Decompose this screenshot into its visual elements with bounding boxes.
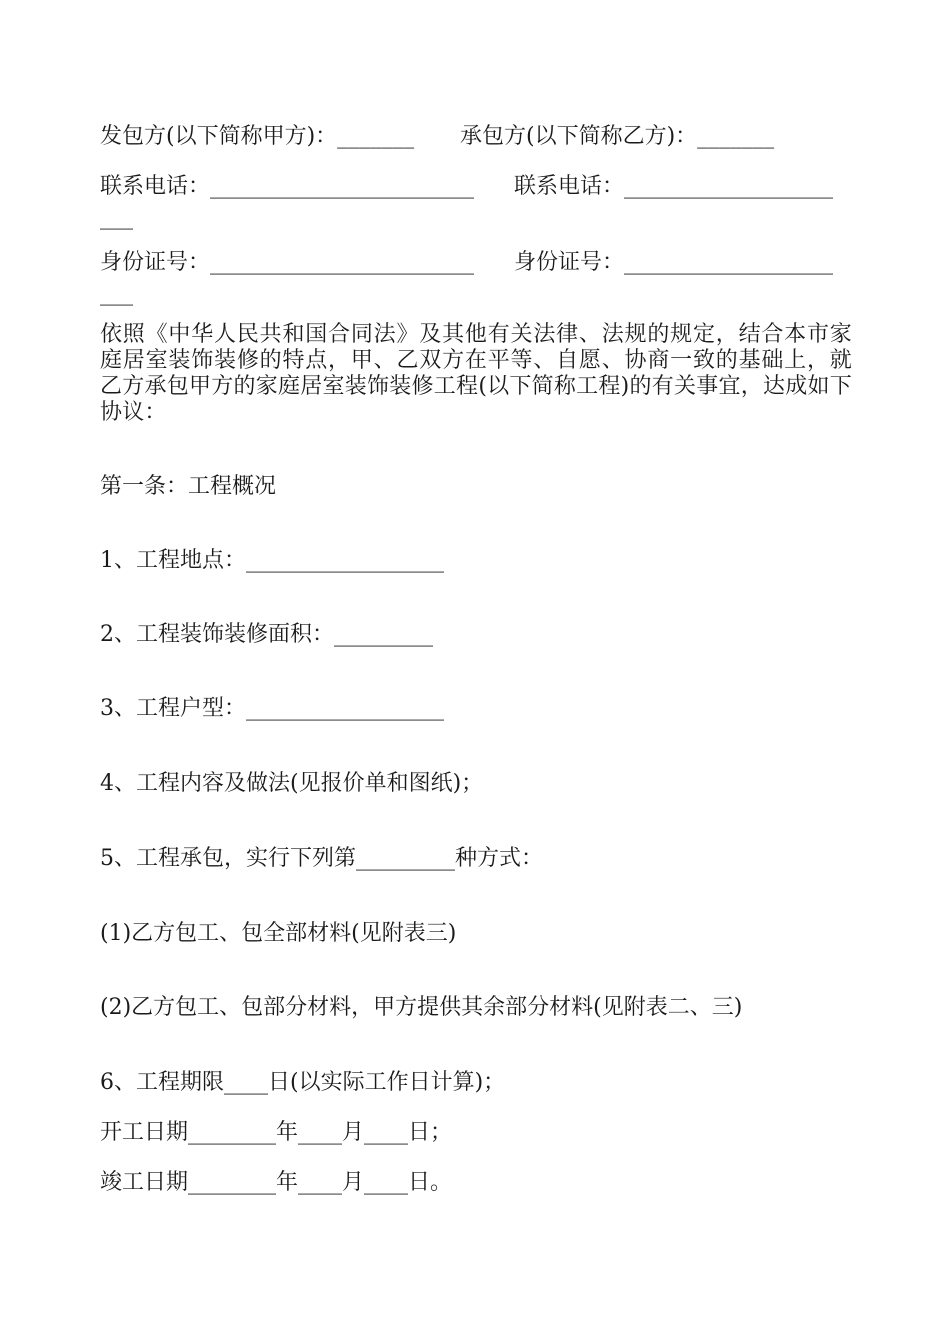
item-content: 4、工程内容及做法(见报价单和图纸)；: [100, 771, 484, 796]
id-a-line: 身份证号：________________________: [100, 250, 475, 275]
party-b-line: 承包方(以下简称乙方)：_______: [460, 124, 775, 149]
item-duration: 6、工程期限____日(以实际工作日计算)；: [100, 1070, 506, 1095]
item-layout: 3、工程户型：__________________: [100, 696, 444, 721]
id-continuation: ___: [100, 281, 133, 306]
option-partial-materials: (2)乙方包工、包部分材料，甲方提供其余部分材料(见附表二、三): [100, 995, 743, 1020]
preamble-paragraph: 依照《中华人民共和国合同法》及其他有关法律、法规的规定，结合本市家庭居室装饰装修的特点，甲、乙双方在平等、自愿、协商一致的基础上，就乙方承包甲方的家庭居室装饰装修工程(以下简称工程)的有关事宜，达成如下协议：: [100, 322, 852, 425]
item-contract-mode: 5、工程承包，实行下列第_________种方式：: [100, 846, 543, 871]
end-date-line: 竣工日期________年____月____日。: [100, 1170, 453, 1195]
phone-a-line: 联系电话：________________________: [100, 174, 475, 199]
phone-continuation: ___: [100, 205, 133, 230]
party-a-line: 发包方(以下简称甲方)：_______: [100, 124, 415, 149]
article-title: 第一条：工程概况: [100, 474, 277, 499]
phone-b-line: 联系电话：___________________: [514, 174, 834, 199]
option-full-materials: (1)乙方包工、包全部材料(见附表三): [100, 921, 457, 946]
item-area: 2、工程装饰装修面积：_________: [100, 622, 433, 647]
start-date-line: 开工日期________年____月____日；: [100, 1120, 453, 1145]
item-location: 1、工程地点：__________________: [100, 548, 444, 573]
id-b-line: 身份证号：___________________: [514, 250, 834, 275]
